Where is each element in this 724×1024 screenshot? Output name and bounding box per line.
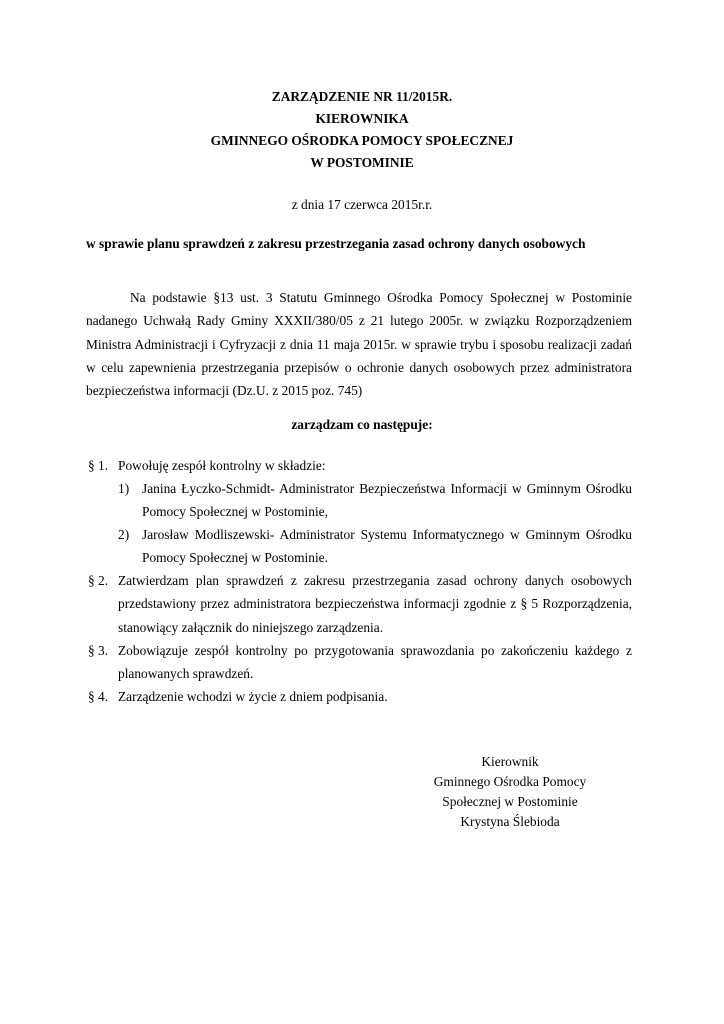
- decree-heading: zarządzam co następuje:: [291, 417, 433, 432]
- document-date: z dnia 17 czerwca 2015r.r.: [291, 197, 433, 212]
- title-line-4: W POSTOMINIE: [310, 155, 414, 170]
- document-subject: w sprawie planu sprawdzeń z zakresu przestrzegania zasad ochrony danych osobowych: [86, 236, 586, 251]
- title-line-3: GMINNEGO OŚRODKA POMOCY SPOŁECZNEJ: [210, 133, 514, 148]
- paragraph-4: [86, 685, 632, 708]
- paragraph-2-text: Zatwierdzam plan sprawdzeń z zakresu przestrzegania zasad ochrony danych osobowych przedstawiony przez administratora bezpieczeństwa informacji zgodnie z § 5 Rozporządzenia, stanowiący załącznik do niniejszego zarządzenia.: [118, 573, 632, 635]
- paragraph-2: [86, 569, 632, 639]
- list-item-2: [118, 523, 632, 570]
- paragraph-1-number: § 1.: [88, 458, 109, 473]
- paragraph-3: [86, 639, 632, 686]
- paragraph-4-number: § 4.: [88, 689, 109, 704]
- list-item-1-text: Janina Łyczko-Schmidt- Administrator Bezpieczeństwa Informacji w Gminnym Ośrodku Pomocy Społecznej w Postominie,: [142, 481, 632, 520]
- list-item-2-text: Jarosław Modliszewski- Administrator Systemu Informatycznego w Gminnym Ośrodku Pomocy Społecznej w Postominie.: [142, 527, 632, 566]
- signature-line-4: Krystyna Ślebioda: [460, 814, 560, 829]
- title-line-2: KIEROWNIKA: [315, 111, 409, 126]
- signature-line-1: Kierownik: [481, 754, 539, 769]
- paragraph-3-number: § 3.: [88, 643, 109, 658]
- list-item-2-number: 2): [118, 527, 130, 542]
- paragraph-4-text: Zarządzenie wchodzi w życie z dniem podpisania.: [118, 689, 388, 704]
- signature-line-3: Społecznej w Postominie: [442, 794, 578, 809]
- document-title: [0, 86, 724, 174]
- title-line-1: ZARZĄDZENIE NR 11/2015R.: [271, 89, 453, 104]
- list-item-1-number: 1): [118, 481, 130, 496]
- signature-line-2: Gminnego Ośrodka Pomocy: [433, 774, 587, 789]
- legal-basis-paragraph: Na podstawie §13 ust. 3 Statutu Gminnego Ośrodka Pomocy Społecznej w Postominie nadanego Uchwałą Rady Gminy XXXII/380/05 z 21 lutego 2005r. w związku Rozporządzeniem Ministra Administracji i Cyfryzacji z dnia 11 maja 2015r. w sprawie trybu i sposobu realizacji zadań w celu zapewnienia przestrzegania przepisów o ochronie danych osobowych przez administratora bezpieczeństwa informacji (Dz.U. z 2015 poz. 745): [86, 290, 632, 399]
- list-item-1: [118, 477, 632, 524]
- paragraph-3-text: Zobowiązuje zespół kontrolny po przygotowania sprawozdania po zakończeniu każdego z planowanych sprawdzeń.: [118, 643, 632, 682]
- signature-block: [410, 752, 610, 832]
- paragraph-1: [86, 454, 632, 477]
- paragraph-1-text: Powołuję zespół kontrolny w składzie:: [118, 458, 326, 473]
- paragraph-2-number: § 2.: [88, 573, 109, 588]
